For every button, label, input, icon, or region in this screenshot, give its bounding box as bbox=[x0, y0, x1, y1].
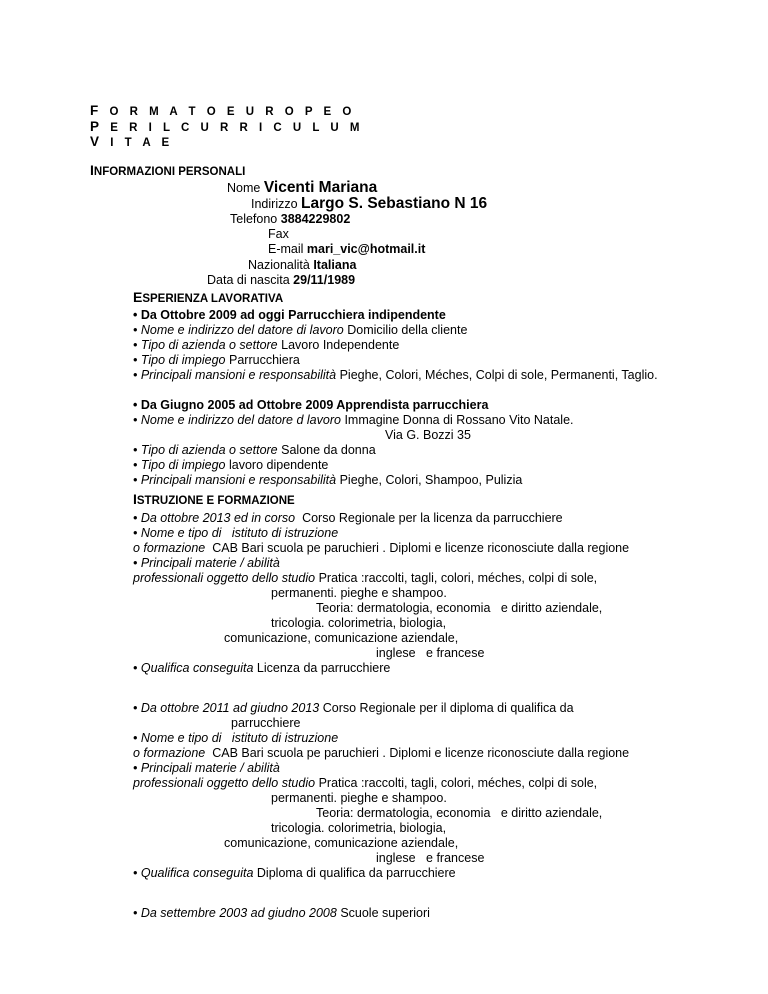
fax-row bbox=[268, 227, 289, 242]
course2-subjects-value-3: Teoria: dermatologia, economia e diritto aziendale, bbox=[316, 806, 603, 820]
birth-row bbox=[207, 273, 355, 288]
course1-qualification-row bbox=[133, 661, 390, 676]
phone-label: Telefono bbox=[230, 212, 278, 226]
course1-qualification-value: Licenza da parrucchiere bbox=[256, 661, 391, 675]
address-value: Largo S. Sebastiano N 16 bbox=[301, 195, 488, 212]
job1-sector-label: • Tipo di azienda o settore bbox=[133, 338, 278, 352]
phone-value: 3884229802 bbox=[280, 212, 351, 226]
course2-subjects-label-2: professionali oggetto dello studio bbox=[133, 776, 316, 790]
birth-label: Data di nascita bbox=[207, 273, 290, 287]
course1-subjects-row bbox=[133, 571, 597, 586]
education-heading: ISTRUZIONE E FORMAZIONE bbox=[133, 491, 295, 507]
course1-subjects-label-2: professionali oggetto dello studio bbox=[133, 571, 316, 585]
job2-sector-label: • Tipo di azienda o settore bbox=[133, 443, 278, 457]
fax-label: Fax bbox=[268, 227, 289, 241]
course1-period-label: • Da ottobre 2013 ed in corso bbox=[133, 511, 296, 525]
course1-subjects-value-4: tricologia. colorimetria, biologia, bbox=[271, 616, 447, 630]
job2-duties-label: • Principali mansioni e responsabilità bbox=[133, 473, 337, 487]
job2-type-label: • Tipo di impiego bbox=[133, 458, 226, 472]
course2-period-value-2: parrucchiere bbox=[231, 716, 301, 730]
course2-institute-row bbox=[133, 746, 629, 761]
job1-employer-row bbox=[133, 323, 467, 338]
job2-sector-row bbox=[133, 443, 376, 458]
phone-row bbox=[230, 212, 350, 227]
job2-employer-row bbox=[133, 413, 574, 428]
job1-sector-row bbox=[133, 338, 399, 353]
job1-title: • Da Ottobre 2009 ad oggi Parrucchiera indipendente bbox=[133, 308, 446, 322]
personal-info-heading: INFORMAZIONI PERSONALI bbox=[90, 162, 246, 178]
nationality-value: Italiana bbox=[313, 258, 357, 272]
job1-employer-label: • Nome e indirizzo del datore di lavoro bbox=[133, 323, 344, 337]
name-row bbox=[227, 180, 377, 196]
job1-type-row bbox=[133, 353, 300, 368]
course2-subjects-value-5: comunicazione, comunicazione aziendale, bbox=[224, 836, 459, 850]
course3-period-row bbox=[133, 906, 430, 921]
address-label: Indirizzo bbox=[251, 197, 298, 211]
job1-duties-value: Pieghe, Colori, Méches, Colpi di sole, Permanenti, Taglio. bbox=[339, 368, 658, 382]
job2-duties-value: Pieghe, Colori, Shampoo, Pulizia bbox=[339, 473, 523, 487]
address-row bbox=[251, 196, 487, 212]
job1-duties-row bbox=[133, 368, 658, 383]
course2-subjects-label-1: • Principali materie / abilità bbox=[133, 761, 280, 775]
course1-subjects-value-5: comunicazione, comunicazione aziendale, bbox=[224, 631, 459, 645]
course1-period-row bbox=[133, 511, 563, 526]
job2-type-row bbox=[133, 458, 328, 473]
birth-value: 29/11/1989 bbox=[293, 273, 356, 287]
job1-type-value: Parrucchiera bbox=[229, 353, 300, 367]
job2-duties-row bbox=[133, 473, 522, 488]
course3-period-label: • Da settembre 2003 ad giudno 2008 bbox=[133, 906, 337, 920]
job1-sector-value: Lavoro Independente bbox=[281, 338, 400, 352]
email-value: mari_vic@hotmail.it bbox=[306, 242, 426, 256]
job2-employer-label: • Nome e indirizzo del datore d lavoro bbox=[133, 413, 341, 427]
course2-period-row bbox=[133, 701, 574, 716]
course2-institute-value: CAB Bari scuola pe paruchieri . Diplomi e licenze riconosciute dalla regione bbox=[205, 746, 630, 760]
cv-title-line-1: F O R M A T O E U R O P E O bbox=[90, 103, 356, 118]
job1-duties-label: • Principali mansioni e responsabilità bbox=[133, 368, 337, 382]
course1-subjects-value-3: Teoria: dermatologia, economia e diritto aziendale, bbox=[316, 601, 603, 615]
cv-title-line-3: V I T A E bbox=[90, 134, 174, 149]
course2-institute-label-1: • Nome e tipo di istituto di istruzione bbox=[133, 731, 339, 745]
name-label: Nome bbox=[227, 181, 261, 195]
job2-type-value: lavoro dipendente bbox=[229, 458, 329, 472]
course1-institute-label-2: o formazione bbox=[133, 541, 206, 555]
job1-type-label: • Tipo di impiego bbox=[133, 353, 226, 367]
course1-qualification-label: • Qualifica conseguita bbox=[133, 661, 254, 675]
nationality-label: Nazionalità bbox=[248, 258, 310, 272]
email-label: E-mail bbox=[268, 242, 304, 256]
job2-employer-address: Via G. Bozzi 35 bbox=[385, 428, 471, 442]
course2-institute-label-2: o formazione bbox=[133, 746, 206, 760]
course2-subjects-row bbox=[133, 776, 597, 791]
course1-period-value: Corso Regionale per la licenza da parrucchiere bbox=[295, 511, 563, 525]
course2-period-label: • Da ottobre 2011 ad giudno 2013 bbox=[133, 701, 320, 715]
course2-qualification-label: • Qualifica conseguita bbox=[133, 866, 254, 880]
course1-institute-row bbox=[133, 541, 629, 556]
job1-employer-value: Domicilio della cliente bbox=[347, 323, 468, 337]
email-row bbox=[268, 242, 425, 257]
course1-subjects-value-1: Pratica :raccolti, tagli, colori, méches, colpi di sole, bbox=[318, 571, 598, 585]
job2-sector-value: Salone da donna bbox=[281, 443, 376, 457]
course2-subjects-value-4: tricologia. colorimetria, biologia, bbox=[271, 821, 447, 835]
course1-institute-value: CAB Bari scuola pe paruchieri . Diplomi e licenze riconosciute dalla regione bbox=[205, 541, 630, 555]
experience-heading: ESPERIENZA LAVORATIVA bbox=[133, 289, 284, 305]
course2-qualification-value: Diploma di qualifica da parrucchiere bbox=[256, 866, 456, 880]
course3-period-value: Scuole superiori bbox=[340, 906, 430, 920]
course2-subjects-value-6: inglese e francese bbox=[376, 851, 485, 865]
course2-subjects-value-2: permanenti. pieghe e shampoo. bbox=[271, 791, 447, 805]
name-value: Vicenti Mariana bbox=[263, 179, 378, 196]
course2-qualification-row bbox=[133, 866, 456, 881]
course2-subjects-value-1: Pratica :raccolti, tagli, colori, méches, colpi di sole, bbox=[318, 776, 598, 790]
course1-subjects-label-1: • Principali materie / abilità bbox=[133, 556, 280, 570]
course1-subjects-value-6: inglese e francese bbox=[376, 646, 485, 660]
job2-title: • Da Giugno 2005 ad Ottobre 2009 Apprendista parrucchiera bbox=[133, 398, 489, 412]
course1-institute-label-1: • Nome e tipo di istituto di istruzione bbox=[133, 526, 339, 540]
course1-subjects-value-2: permanenti. pieghe e shampoo. bbox=[271, 586, 447, 600]
job2-employer-value: Immagine Donna di Rossano Vito Natale. bbox=[344, 413, 574, 427]
course2-period-value: Corso Regionale per il diploma di qualifica da bbox=[322, 701, 574, 715]
cv-title-line-2: P E R I L C U R R I C U L U M bbox=[90, 119, 364, 134]
nationality-row bbox=[248, 258, 356, 273]
